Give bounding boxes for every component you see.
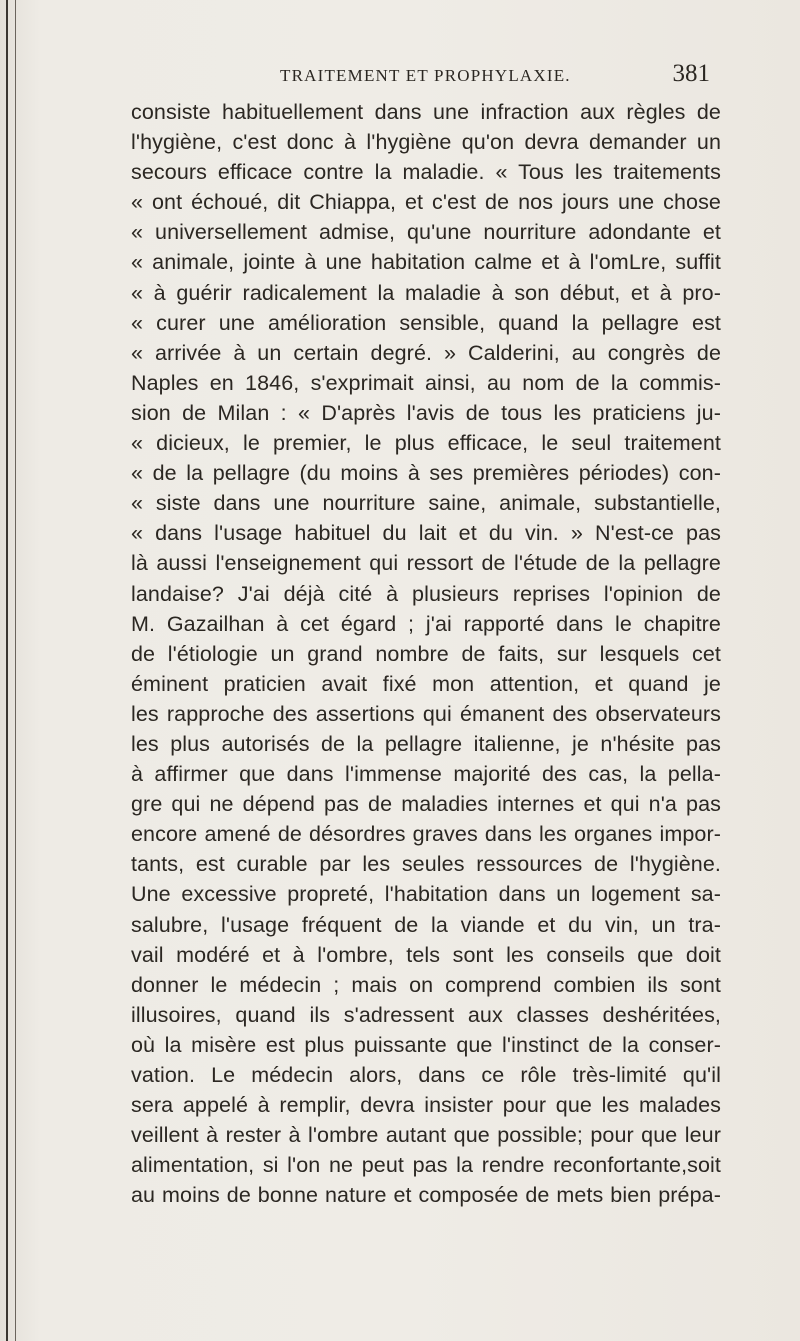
text-line: vail modéré et à l'ombre, tels sont les conseils que doit [131, 942, 721, 967]
text-line: « à guérir radicalement la maladie à son début, et à pro- [131, 280, 721, 305]
text-line: les plus autorisés de la pellagre italienne, je n'hésite pas [131, 731, 721, 756]
text-line: sera appelé à remplir, devra insister pour que les malades [131, 1093, 721, 1118]
running-title: TRAITEMENT ET PROPHYLAXIE. [280, 66, 571, 85]
text-line: « curer une amélioration sensible, quand la pellagre est [131, 310, 721, 335]
text-line: salubre, l'usage fréquent de la viande et du vin, un tra- [131, 912, 721, 937]
text-line: de l'étiologie un grand nombre de faits, sur lesquels cet [131, 641, 721, 666]
text-line: « dicieux, le premier, le plus efficace, le seul traitement [131, 431, 721, 456]
text-line: les rapproche des assertions qui émanent des observateurs [131, 701, 721, 726]
binding-edge [6, 0, 8, 1341]
text-line: « de la pellagre (du moins à ses premières périodes) con- [131, 461, 721, 486]
text-line: veillent à rester à l'ombre autant que possible; pour que leur [131, 1123, 721, 1148]
text-line: où la misère est plus puissante que l'instinct de la conser- [131, 1032, 721, 1057]
text-line: illusoires, quand ils s'adressent aux classes deshéritées, [131, 1002, 721, 1027]
text-line: « arrivée à un certain degré. » Calderini, au congrès de [131, 340, 721, 365]
text-line: tants, est curable par les seules ressources de l'hygiène. [131, 852, 721, 877]
text-line: donner le médecin ; mais on comprend combien ils sont [131, 972, 721, 997]
text-line: vation. Le médecin alors, dans ce rôle très-limité qu'il [131, 1063, 721, 1087]
text-line: sion de Milan : « D'après l'avis de tous les praticiens ju- [131, 400, 721, 425]
text-line: « siste dans une nourriture saine, animale, substantielle, [131, 491, 721, 516]
text-line: « universellement admise, qu'une nourriture adondante et [131, 220, 721, 245]
page-number: 381 [672, 60, 710, 87]
page-header [150, 60, 710, 94]
text-line: secours efficace contre la maladie. « Tous les traitements [131, 160, 721, 185]
text-line: consiste habituellement dans une infraction aux règles de [131, 100, 721, 124]
text-line: à affirmer que dans l'immense majorité des cas, la pella- [131, 762, 721, 787]
text-line: Une excessive propreté, l'habitation dans un logement sa- [131, 882, 721, 907]
text-line: éminent praticien avait fixé mon attention, et quand je [131, 671, 721, 696]
text-line: M. Gazailhan à cet égard ; j'ai rapporté dans le chapitre [131, 611, 721, 636]
text-line: au moins de bonne nature et composée de mets bien prépa- [131, 1183, 721, 1208]
text-line: là aussi l'enseignement qui ressort de l'étude de la pellagre [131, 551, 721, 576]
text-line: landaise? J'ai déjà cité à plusieurs reprises l'opinion de [131, 581, 721, 606]
binding-edge-inner [15, 0, 16, 1341]
text-line: l'hygiène, c'est donc à l'hygiène qu'on devra demander un [131, 130, 721, 155]
text-line: alimentation, si l'on ne peut pas la rendre reconfortante,soit [131, 1153, 721, 1178]
text-line: gre qui ne dépend pas de maladies internes et qui n'a pas [131, 792, 721, 817]
text-line: encore amené de désordres graves dans les organes impor- [131, 822, 721, 847]
text-line: « ont échoué, dit Chiappa, et c'est de nos jours une chose [131, 190, 721, 215]
text-line: « animale, jointe à une habitation calme et à l'omLre, suffit [131, 250, 721, 275]
body-text [131, 97, 721, 1210]
text-line: « dans l'usage habituel du lait et du vin. » N'est-ce pas [131, 521, 721, 546]
text-line: Naples en 1846, s'exprimait ainsi, au nom de la commis- [131, 370, 721, 395]
